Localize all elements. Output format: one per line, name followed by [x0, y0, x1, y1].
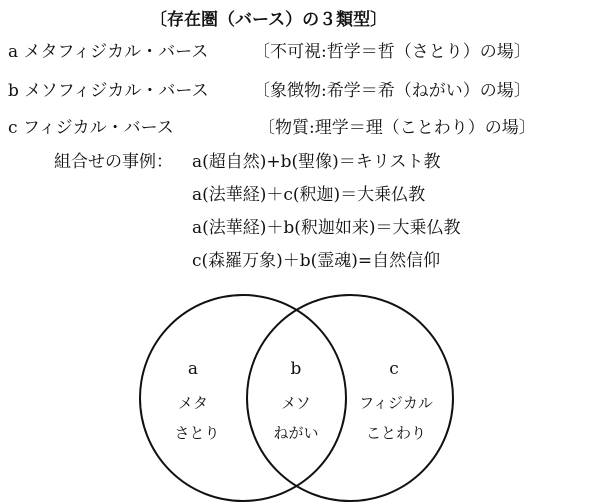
venn-reading-c: ことわり: [365, 424, 427, 442]
verse-type-category: 〔不可視:哲学＝哲（さとり）の場〕: [253, 42, 531, 62]
verse-type-description: b メソフィジカル・バース: [8, 81, 209, 101]
combination-example: a(超自然)+b(聖像)＝キリスト教: [192, 152, 441, 172]
venn-circle-a: [140, 295, 346, 501]
venn-letter-b: b: [290, 359, 302, 379]
venn-name-a: メタ: [177, 394, 209, 412]
diagram-title: 〔存在圏（バース）の３類型〕: [150, 10, 388, 30]
venn-name-b: メソ: [281, 394, 311, 412]
combination-example: a(法華経)＋b(釈迦如来)＝大乗仏教: [192, 218, 461, 238]
venn-reading-b: ねがい: [273, 424, 319, 442]
verse-type-description: a メタフィジカル・バース: [8, 42, 209, 62]
venn-letter-a: a: [187, 359, 199, 379]
combination-examples-label: 組合せの事例：: [54, 152, 173, 172]
venn-name-c: フィジカル: [359, 394, 433, 412]
combination-example: a(法華経)＋c(釈迦)＝大乗仏教: [192, 185, 426, 205]
verse-type-category: 〔象徴物:希学＝希（ねがい）の場〕: [253, 81, 531, 101]
verse-type-category: 〔物質:理学＝理（ことわり）の場〕: [258, 118, 536, 138]
venn-letter-c: c: [389, 359, 399, 379]
venn-reading-a: さとり: [174, 424, 220, 442]
combination-example: c(森羅万象)＋b(霊魂)=自然信仰: [192, 251, 441, 271]
verse-type-description: c フィジカル・バース: [8, 118, 174, 138]
